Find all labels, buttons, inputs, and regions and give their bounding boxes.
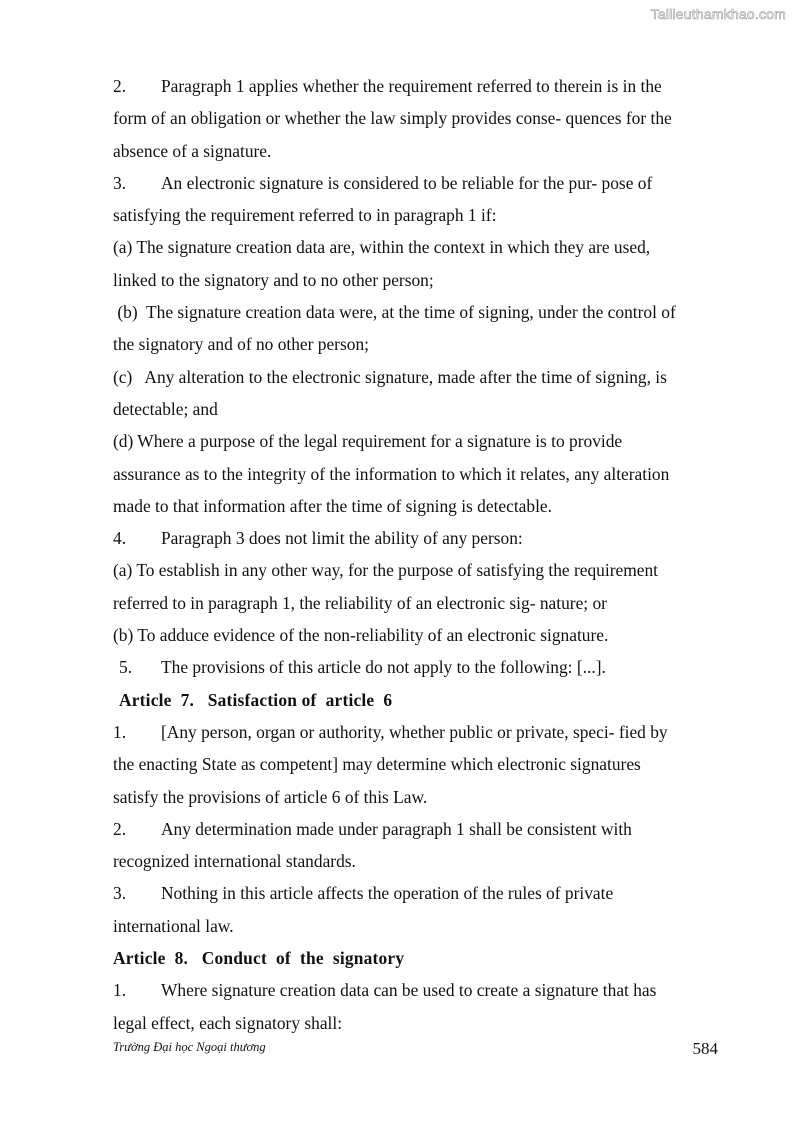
paragraph-text: An electronic signature is considered to be reliable for the pur- pose of	[161, 172, 653, 193]
paragraph-text: The provisions of this article do not apply to the following: [...].	[161, 657, 606, 678]
item-b-line-1: (b) The signature creation data were, at the time of signing, under the control of	[113, 302, 676, 323]
paragraph-7-1-line-3: satisfy the provisions of article 6 of this Law.	[113, 786, 428, 807]
paragraph-6-3-line-2: satisfying the requirement referred to in paragraph 1 if:	[113, 205, 497, 226]
paragraph-number: 2.	[113, 818, 127, 839]
page-number: 584	[692, 1039, 718, 1058]
paragraph-text: Nothing in this article affects the operation of the rules of private	[161, 883, 614, 904]
paragraph-7-2-line-1	[113, 813, 725, 845]
paragraph-7-1-line-2: the enacting State as competent] may determine which electronic signatures	[113, 754, 641, 775]
paragraph-text: [Any person, organ or authority, whether public or private, speci- fied by	[161, 721, 668, 742]
item-4a-line-1: (a) To establish in any other way, for the purpose of satisfying the requirement	[113, 560, 658, 581]
item-d-line-3: made to that information after the time of signing is detectable.	[113, 495, 552, 516]
paragraph-text: Paragraph 1 applies whether the requirement referred to therein is in the	[161, 76, 662, 96]
paragraph-number: 4.	[113, 528, 127, 549]
item-d-line-1: (d) Where a purpose of the legal requirement for a signature is to provide	[113, 431, 623, 452]
document-body	[113, 70, 725, 1039]
paragraph-6-3-line-1	[113, 167, 725, 199]
watermark-text: Tailieuthamkhao.com	[650, 6, 786, 22]
paragraph-text: Where signature creation data can be used to create a signature that has	[161, 980, 657, 1001]
paragraph-6-2-line-2: form of an obligation or whether the law simply provides conse- quences for the	[113, 108, 672, 129]
paragraph-8-1-line-2: legal effect, each signatory shall:	[113, 1012, 343, 1033]
article-7-heading	[113, 684, 725, 716]
article-7-heading-text: Article 7. Satisfaction of article 6	[119, 689, 393, 710]
paragraph-8-1-line-1	[113, 974, 725, 1006]
paragraph-number: 1.	[113, 721, 127, 742]
paragraph-6-2-line-3: absence of a signature.	[113, 140, 272, 161]
paragraph-number: 5.	[119, 657, 133, 678]
item-a-line-1: (a) The signature creation data are, within the context in which they are used,	[113, 237, 651, 258]
paragraph-7-1-line-1	[113, 716, 725, 748]
item-b-line-2: the signatory and of no other person;	[113, 334, 369, 355]
paragraph-text: Any determination made under paragraph 1 shall be consistent with	[161, 818, 632, 839]
paragraph-7-3-line-2: international law.	[113, 915, 234, 936]
paragraph-text: Paragraph 3 does not limit the ability of any person:	[161, 528, 523, 549]
item-c-line-1: (c) Any alteration to the electronic signature, made after the time of signing, is	[113, 366, 667, 387]
item-4b-line-1: (b) To adduce evidence of the non-reliability of an electronic signature.	[113, 625, 609, 646]
paragraph-number: 2.	[113, 76, 127, 96]
item-4a-line-2: referred to in paragraph 1, the reliability of an electronic sig- nature; or	[113, 592, 607, 613]
paragraph-number: 1.	[113, 980, 127, 1001]
paragraph-6-5-line-1	[113, 651, 725, 683]
paragraph-6-2-line-1	[113, 70, 725, 102]
item-d-line-2: assurance as to the integrity of the information to which it relates, any alteration	[113, 463, 670, 484]
paragraph-number: 3.	[113, 883, 127, 904]
paragraph-7-2-line-2: recognized international standards.	[113, 851, 356, 872]
paragraph-6-4-line-1	[113, 522, 725, 554]
paragraph-7-3-line-1	[113, 877, 725, 909]
footer-school-name: Trường Đại học Ngoại thương	[113, 1040, 266, 1054]
item-c-line-2: detectable; and	[113, 398, 218, 419]
item-a-line-2: linked to the signatory and to no other person;	[113, 269, 434, 290]
article-8-heading: Article 8. Conduct of the signatory	[113, 948, 405, 969]
paragraph-number: 3.	[113, 172, 127, 193]
